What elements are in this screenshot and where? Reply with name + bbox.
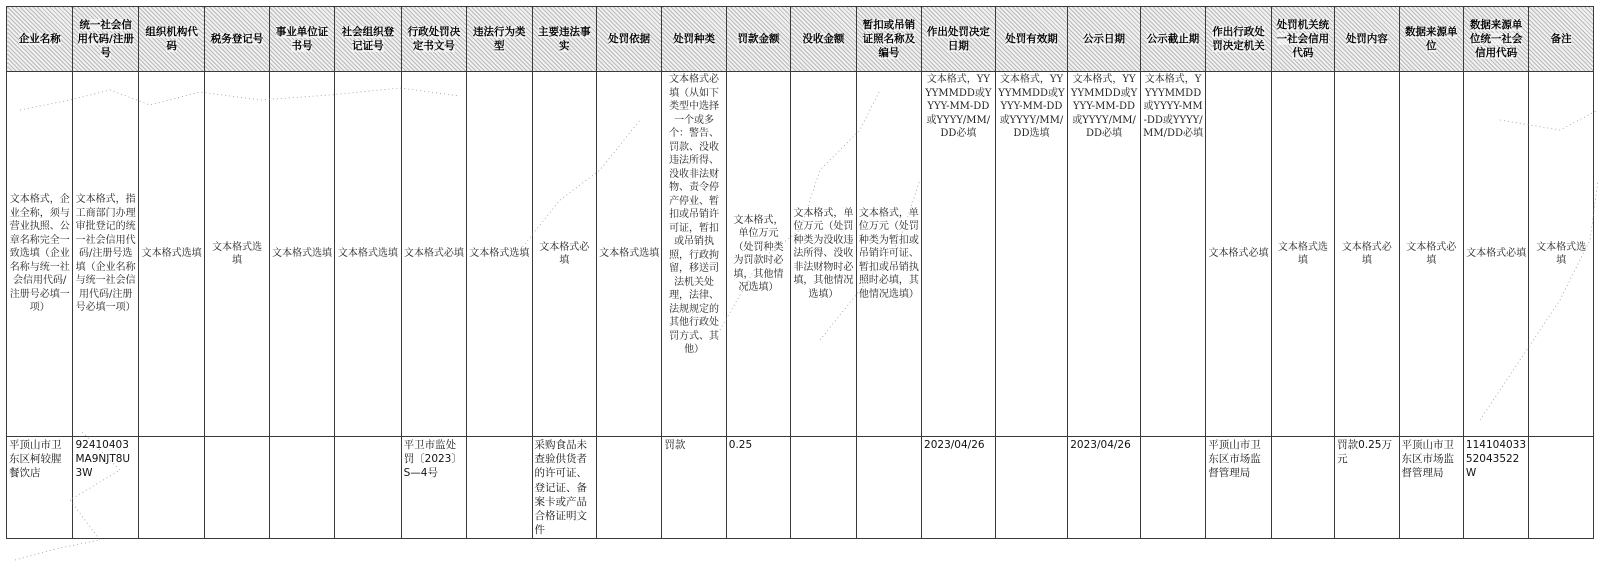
header-cell[interactable]: 企业名称	[7, 7, 73, 72]
data-cell[interactable]: 2023/04/26	[922, 437, 996, 539]
data-cell[interactable]: 0.25	[726, 437, 790, 539]
data-cell[interactable]	[335, 437, 401, 539]
header-cell[interactable]: 公示日期	[1068, 7, 1141, 72]
data-cell[interactable]: 2023/04/26	[1068, 437, 1141, 539]
data-cell[interactable]	[138, 437, 204, 539]
spec-cell[interactable]: 文本格式必填	[401, 72, 466, 437]
header-cell[interactable]: 处罚有效期	[995, 7, 1068, 72]
penalty-table	[6, 6, 1594, 539]
header-cell[interactable]: 处罚机关统一社会信用代码	[1271, 7, 1334, 72]
spec-cell[interactable]: 文本格式选填	[467, 72, 532, 437]
header-cell[interactable]: 行政处罚决定书文号	[401, 7, 466, 72]
header-cell[interactable]: 处罚内容	[1335, 7, 1399, 72]
header-cell[interactable]: 处罚依据	[596, 7, 661, 72]
data-cell[interactable]	[856, 437, 921, 539]
spec-cell[interactable]: 文本格式选填	[269, 72, 334, 437]
header-cell[interactable]: 主要违法事实	[532, 7, 596, 72]
header-cell[interactable]: 备注	[1529, 7, 1594, 72]
data-cell[interactable]	[791, 437, 856, 539]
spec-cell[interactable]: 文本格式选填	[335, 72, 401, 437]
data-cell[interactable]	[596, 437, 661, 539]
spec-cell[interactable]: 文本格式，企业全称，须与营业执照、公章名称完全一致选填（企业名称与统一社会信用代码/注册号必填一项）	[7, 72, 73, 437]
spec-cell[interactable]: 文本格式，YYYYMMDD或YYYY-MM-DD或YYYY/MM/DD必填	[1068, 72, 1141, 437]
spec-cell[interactable]: 文本格式必填	[1463, 72, 1528, 437]
data-cell[interactable]: 罚款0.25万元	[1335, 437, 1399, 539]
header-cell[interactable]: 组织机构代码	[138, 7, 204, 72]
data-cell[interactable]	[1271, 437, 1334, 539]
spec-cell[interactable]: 文本格式，YYYYMMDD或YYYY-MM-DD或YYYY/MM/DD必填	[922, 72, 996, 437]
header-cell[interactable]: 税务登记号	[205, 7, 269, 72]
spec-cell[interactable]: 文本格式必填（从如下类型中选择一个或多个：警告、罚款、没收违法所得、没收非法财物、责令停产停业、暂扣或吊销许可证，暂扣或吊销执照，行政拘留，移送司法机关处理，法律、法规规定的其他行政处罚方式、其他）	[662, 72, 726, 437]
header-cell[interactable]: 违法行为类型	[467, 7, 532, 72]
spec-cell[interactable]: 文本格式，单位万元（处罚种类为没收违法所得、没收非法财物时必填，其他情况选填）	[791, 72, 856, 437]
header-cell[interactable]: 作出处罚决定日期	[922, 7, 996, 72]
spec-cell[interactable]: 文本格式，单位万元（处罚种类为罚款时必填，其他情况选填）	[726, 72, 790, 437]
spec-cell[interactable]: 文本格式必填	[1335, 72, 1399, 437]
header-cell[interactable]: 数据来源单位统一社会信用代码	[1463, 7, 1528, 72]
spec-cell[interactable]: 文本格式必填	[1206, 72, 1271, 437]
spec-cell[interactable]: 文本格式选填	[596, 72, 661, 437]
header-row	[7, 7, 1594, 72]
spec-cell[interactable]: 文本格式，YYYYMMDD或YYYY-MM-DD或YYYY/MM/DD必填	[1140, 72, 1205, 437]
spec-cell[interactable]: 文本格式，YYYYMMDD或YYYY-MM-DD或YYYY/MM/DD选填	[995, 72, 1068, 437]
data-cell[interactable]	[269, 437, 334, 539]
header-cell[interactable]: 事业单位证书号	[269, 7, 334, 72]
spec-cell[interactable]: 文本格式，单位万元（处罚种类为暂扣或吊销许可证、暂扣或吊销执照时必填，其他情况选填）	[856, 72, 921, 437]
data-cell[interactable]	[205, 437, 269, 539]
spec-cell[interactable]: 文本格式必填	[1399, 72, 1463, 437]
data-cell[interactable]: 11410403352043522W	[1463, 437, 1528, 539]
spec-cell[interactable]: 文本格式选填	[1271, 72, 1334, 437]
data-cell[interactable]	[1529, 437, 1594, 539]
header-cell[interactable]: 罚款金额	[726, 7, 790, 72]
data-cell[interactable]: 平卫市监处罚〔2023〕S—4号	[401, 437, 466, 539]
header-cell[interactable]: 没收金额	[791, 7, 856, 72]
header-cell[interactable]: 统一社会信用代码/注册号	[73, 7, 138, 72]
header-cell[interactable]: 处罚种类	[662, 7, 726, 72]
data-cell[interactable]: 采购食品未查验供货者的许可证、登记证、备案卡或产品合格证明文件	[532, 437, 596, 539]
data-cell[interactable]	[467, 437, 532, 539]
table-row	[7, 437, 1594, 539]
spec-cell[interactable]: 文本格式选填	[205, 72, 269, 437]
header-cell[interactable]: 数据来源单位	[1399, 7, 1463, 72]
header-cell[interactable]: 暂扣或吊销证照名称及编号	[856, 7, 921, 72]
format-spec-row	[7, 72, 1594, 437]
data-cell[interactable]	[995, 437, 1068, 539]
data-cell[interactable]	[1140, 437, 1205, 539]
header-cell[interactable]: 社会组织登记证号	[335, 7, 401, 72]
spec-cell[interactable]: 文本格式，指工商部门办理审批登记的统一社会信用代码/注册号选填（企业名称与统一社会信用代码/注册号必填一项）	[73, 72, 138, 437]
spec-cell[interactable]: 文本格式必填	[532, 72, 596, 437]
header-cell[interactable]: 公示截止期	[1140, 7, 1205, 72]
data-cell[interactable]: 平顶山市卫东区柯较腥餐饮店	[7, 437, 73, 539]
spec-cell[interactable]: 文本格式选填	[138, 72, 204, 437]
spec-cell[interactable]: 文本格式选填	[1529, 72, 1594, 437]
data-cell[interactable]: 罚款	[662, 437, 726, 539]
data-cell[interactable]: 平顶山市卫东区市场监督管理局	[1206, 437, 1271, 539]
data-cell[interactable]: 92410403MA9NJT8U3W	[73, 437, 138, 539]
data-cell[interactable]: 平顶山市卫东区市场监督管理局	[1399, 437, 1463, 539]
header-cell[interactable]: 作出行政处罚决定机关	[1206, 7, 1271, 72]
